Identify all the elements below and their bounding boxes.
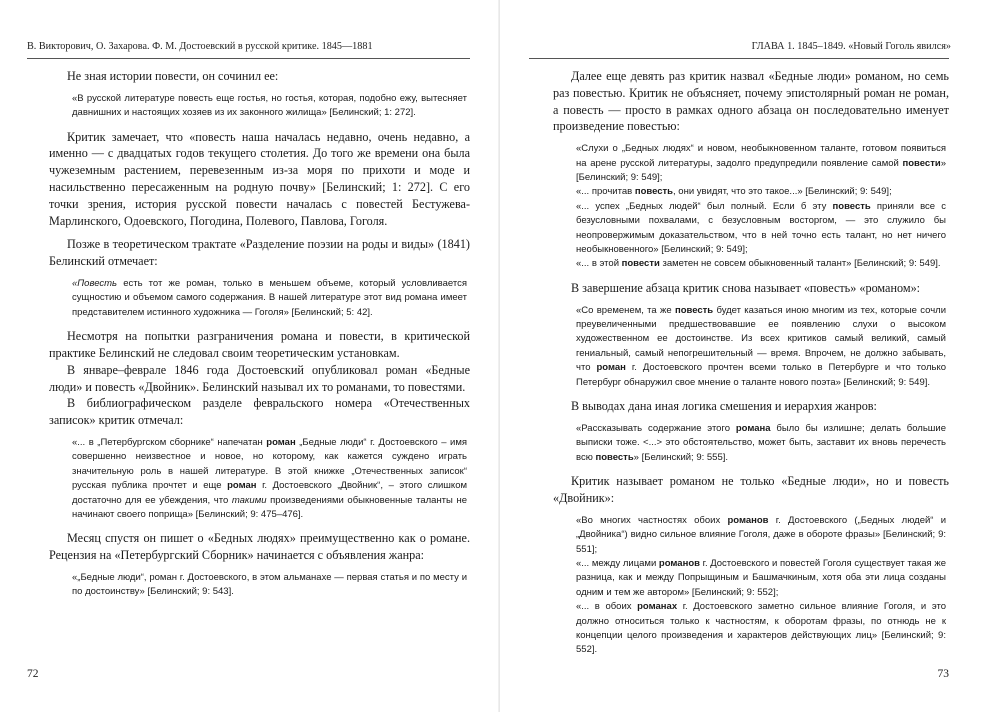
left-paragraph-6: В библиографическом разделе февральского номера «Отечественных записок» критик отмечал: — [49, 396, 470, 428]
right-paragraph-4: Критик называет романом не только «Бедные люди», но и повесть «Двойник»: — [553, 474, 949, 505]
right-quote-3: «Рассказывать содержание этого романа было бы излишне; делать большие выписки тоже. <...> это обстоятельство, может быть, заставит их вновь перечесть всю повесть» [Белинский; 9: 555]. — [576, 422, 946, 463]
right-paragraph-1: Далее еще девять раз критик назвал «Бедные люди» романом, но семь раз повестью. Критик не объясняет, почему эпистолярный роман не роман, а повесть — просто в рамках одного абзаца он последовательно именует произведение повестью: — [553, 69, 949, 134]
right-quote-1 — [553, 142, 949, 272]
right-quote-2: «Со временем, та же повесть будет казаться иною многим из тех, которые сочли преувеличенными предшествовавшие ее появлению слухи о высоком художественном ее достоинстве. Из всех критиков самый великий, самый гениальный, самый непогрешительный — время. Впрочем, не должно забывать, что роман г. Достоевского прочтен всеми только в Петербурге и что только Петербург обнаружил свое мнение о таланте нового поэта» [Белинский; 9: 549]. — [576, 304, 946, 388]
left-header-rule — [27, 58, 470, 59]
quote-line: «... в этой повести заметен не совсем обыкновенный талант» [Белинский; 9: 549]. — [576, 258, 941, 270]
left-paragraph-1: Не зная истории повести, он сочинил ее: — [67, 69, 279, 83]
left-paragraph-7: Месяц спустя он пишет о «Бедных людях» преимущественно как о романе. Рецензия на «Петербургский Сборник» начинается с объявления жанра: — [49, 531, 470, 563]
right-paragraph-2: В завершение абзаца критик снова называет «повесть» «романом»: — [571, 280, 921, 295]
quote-line: «Во многих частностях обоих романов г. Достоевского („Бедных людей“ и „Двойника“) видно сильное влияние Гоголя, даже в обороте фразы» [Белинский; 9: 551]; — [576, 514, 947, 555]
quote-line: «... в обоих романах г. Достоевского заметно сильное влияние Гоголя, и это должно относиться только к частностям, к оборотам фразы, по отнюдь не к концепции целого произведения и характеров действующих лиц» [Белинский; 9: 552]. — [576, 601, 947, 656]
left-page-number: 72 — [27, 668, 39, 680]
right-header-rule — [529, 58, 949, 59]
left-paragraph-3: Позже в теоретическом трактате «Разделение поэзии на роды и виды» (1841) Белинский отмечает: — [49, 237, 470, 269]
quote-line: «Слухи о „Бедных людях“ и новом, необыкновенном таланте, готовом появиться на арене русской литературы, задолго предупредили появление самой повести» [Белинский; 9: 549]; — [576, 143, 946, 183]
right-running-head: ГЛАВА 1. 1845–1849. «Новый Гоголь явился» — [751, 41, 951, 52]
left-paragraph-4: Несмотря на попытки разграничения романа и повести, в критической практике Белинский не следовал своим теоретическим установкам. — [49, 329, 470, 360]
left-quote-4: «„Бедные люди“, роман г. Достоевского, в этом альманахе — первая статья и по месту и по достоинству» [Белинский; 9: 543]. — [72, 572, 467, 598]
right-page — [500, 0, 1000, 712]
left-running-head: В. Викторович, О. Захарова. Ф. М. Достоевский в русской критике. 1845—1881 — [27, 41, 373, 52]
quote-line: «... прочитав повесть, они увидят, что это такое...» [Белинский; 9: 549]; — [576, 186, 892, 198]
right-page-number: 73 — [937, 668, 949, 680]
left-quote-1: «В русской литературе повесть еще гостья, но гостья, которая, подобно ежу, вытесняет давнишних и настоящих хозяев из их законного жилища» [Белинский; 1: 272]. — [72, 92, 467, 119]
left-page-content — [49, 68, 470, 608]
left-quote-3: «... в „Петербургском сборнике“ напечатан роман „Бедные люди“ г. Достоевского – имя совершенно неизвестное и новое, но которому, как кажется суждено играть значительную роль в нашей литературе. В этой книжке „Отечественных записок“ русская публика прочтет и еще роман г. Достоевского „Двойник“, – этого слишком достаточно для ее убеждения, что такими произведениями обыкновенные таланты не начинают своего поприща» [Белинский; 9: 475–476]. — [72, 436, 468, 521]
left-quote-2: «Повесть есть тот же роман, только в меньшем объеме, который условливается сущностию и объемом самого содержания. В нашей литературе этот вид романа имеет представителем истинного художника — Гоголя» [Белинский; 5: 42]. — [72, 277, 467, 318]
left-paragraph-5: В январе–феврале 1846 года Достоевский опубликовал роман «Бедные люди» и повесть «Двойник». Белинский называл их то романами, то повестями. — [49, 362, 470, 394]
right-quote-4 — [553, 514, 949, 658]
quote-line: «... успех „Бедных людей“ был полный. Если б эту повесть приняли все с безусловными похвалами, с безусловным восторгом, — это служило бы неопровержимым доказательством, что в ней точно есть талант, но нет ничего необыкновенного» [Белинский; 9: 549]; — [576, 200, 946, 256]
left-paragraph-2: Критик замечает, что «повесть наша началась недавно, очень недавно, а именно — с двадцатых годов текущего столетия. До того же времени она была чужеземным растением, перевезенным из-за моря по прихоти и моде и насильственно пересаженным на родную почву» [Белинский; 1: 272]. С его точки зрения, история русской повести началась с повестей Бестужева-Марлинского, Одоевского, Погодина, Полевого, Павлова, Гоголя. — [49, 129, 470, 228]
quote-line: «... между лицами романов г. Достоевского и повестей Гоголя существует такая же разница, как и между Попрыщиным и Башмачкиным, хотя оба эти лица созданы одним и тем же автором» [Белинский; 9: 552]; — [576, 557, 946, 598]
right-paragraph-3: В выводах дана иная логика смешения и иерархия жанров: — [571, 399, 877, 414]
emphasis: «Повесть — [72, 277, 118, 289]
right-page-content — [553, 68, 949, 666]
